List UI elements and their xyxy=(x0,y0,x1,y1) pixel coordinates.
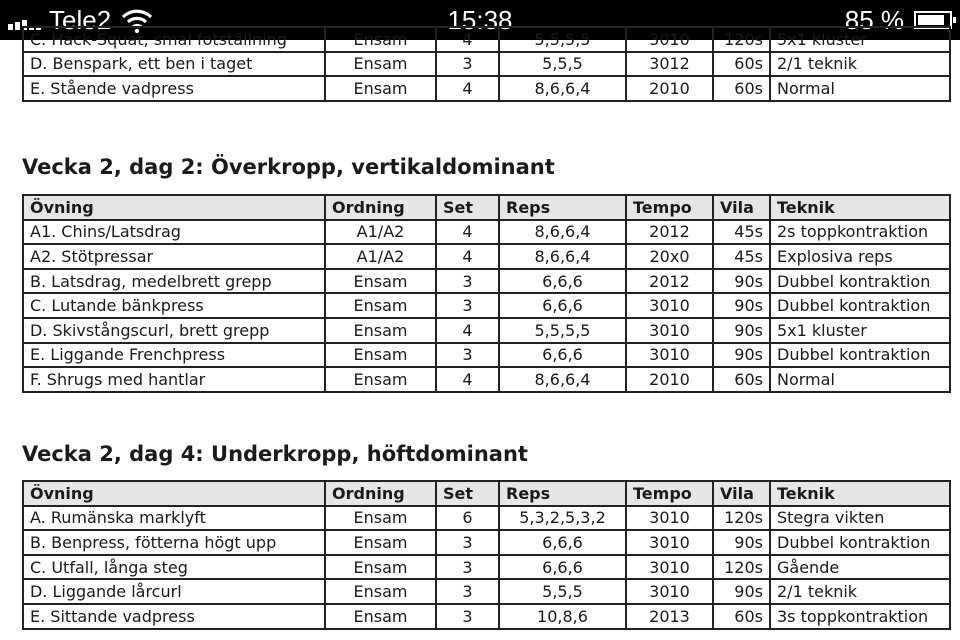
cell-reps: 5,5,5,5 xyxy=(499,27,626,52)
cell-teknik: 5x1 kluster xyxy=(770,318,950,343)
cell-teknik: 5x1 kluster xyxy=(770,27,950,52)
col-header-ordning: Ordning xyxy=(325,195,436,220)
cell-set: 3 xyxy=(436,343,499,368)
cell-ovning: B. Latsdrag, medelbrett grepp xyxy=(23,269,325,294)
section-title-week2-day4: Vecka 2, dag 4: Underkropp, höftdominant xyxy=(22,442,528,466)
cell-ordning: Ensam xyxy=(325,27,436,52)
cell-ovning: D. Benspark, ett ben i taget xyxy=(23,52,325,77)
col-header-tempo: Tempo xyxy=(626,481,713,506)
table-row xyxy=(23,579,950,604)
col-header-vila: Vila xyxy=(713,195,770,220)
cell-reps: 8,6,6,4 xyxy=(499,244,626,269)
cell-tempo: 2013 xyxy=(626,604,713,629)
cell-reps: 6,6,6 xyxy=(499,293,626,318)
cell-ordning: Ensam xyxy=(325,318,436,343)
battery-percentage: 85 % xyxy=(844,4,904,35)
cell-tempo: 3010 xyxy=(626,318,713,343)
cell-tempo: 2012 xyxy=(626,269,713,294)
col-header-ovning: Övning xyxy=(23,195,325,220)
table-header-row xyxy=(23,195,950,220)
cell-ovning: C. Lutande bänkpress xyxy=(23,293,325,318)
cell-vila: 90s xyxy=(713,269,770,294)
table-row xyxy=(23,506,950,531)
col-header-ovning: Övning xyxy=(23,481,325,506)
cell-teknik: Normal xyxy=(770,367,950,392)
cell-ovning: C. Hack-Squat, smal fotställning xyxy=(23,27,325,52)
cell-ordning: Ensam xyxy=(325,506,436,531)
cell-teknik: Dubbel kontraktion xyxy=(770,530,950,555)
cell-ordning: Ensam xyxy=(325,76,436,101)
section-title-week2-day2: Vecka 2, dag 2: Överkropp, vertikaldominant xyxy=(22,155,555,179)
cell-ordning: Ensam xyxy=(325,367,436,392)
cell-tempo: 20x0 xyxy=(626,244,713,269)
cell-teknik: Normal xyxy=(770,76,950,101)
table-row xyxy=(23,343,950,368)
cell-reps: 10,8,6 xyxy=(499,604,626,629)
cell-set: 4 xyxy=(436,367,499,392)
cell-ovning: A2. Stötpressar xyxy=(23,244,325,269)
cell-vila: 60s xyxy=(713,76,770,101)
cell-vila: 120s xyxy=(713,506,770,531)
table-row xyxy=(23,530,950,555)
cell-tempo: 3010 xyxy=(626,343,713,368)
cell-ordning: Ensam xyxy=(325,579,436,604)
cell-reps: 5,5,5,5 xyxy=(499,318,626,343)
cell-set: 6 xyxy=(436,506,499,531)
cell-tempo: 3010 xyxy=(626,530,713,555)
cell-set: 3 xyxy=(436,269,499,294)
cell-teknik: 2/1 teknik xyxy=(770,579,950,604)
table-row xyxy=(23,367,950,392)
cell-set: 3 xyxy=(436,579,499,604)
cell-ovning: B. Benpress, fötterna högt upp xyxy=(23,530,325,555)
cell-vila: 60s xyxy=(713,52,770,77)
cell-ovning: E. Stående vadpress xyxy=(23,76,325,101)
col-header-set: Set xyxy=(436,195,499,220)
cell-ovning: E. Liggande Frenchpress xyxy=(23,343,325,368)
table-row xyxy=(23,555,950,580)
cell-ovning: D. Liggande lårcurl xyxy=(23,579,325,604)
cell-tempo: 3010 xyxy=(626,293,713,318)
cell-vila: 45s xyxy=(713,244,770,269)
cell-ordning: Ensam xyxy=(325,343,436,368)
cell-vila: 90s xyxy=(713,318,770,343)
col-header-reps: Reps xyxy=(499,481,626,506)
cell-teknik: 2/1 teknik xyxy=(770,52,950,77)
cell-reps: 6,6,6 xyxy=(499,530,626,555)
exercise-table-week2-day2 xyxy=(22,194,951,393)
carrier-name: Tele2 xyxy=(49,4,112,35)
cell-ovning: C. Utfall, långa steg xyxy=(23,555,325,580)
cell-ovning: D. Skivstångscurl, brett grepp xyxy=(23,318,325,343)
col-header-reps: Reps xyxy=(499,195,626,220)
table-body xyxy=(23,220,950,392)
cell-vila: 45s xyxy=(713,220,770,245)
cell-ordning: Ensam xyxy=(325,293,436,318)
cell-set: 3 xyxy=(436,530,499,555)
cell-set: 3 xyxy=(436,604,499,629)
col-header-teknik: Teknik xyxy=(770,195,950,220)
cell-reps: 6,6,6 xyxy=(499,343,626,368)
cell-reps: 8,6,6,4 xyxy=(499,76,626,101)
cell-vila: 90s xyxy=(713,343,770,368)
cell-teknik: Dubbel kontraktion xyxy=(770,269,950,294)
cell-reps: 6,6,6 xyxy=(499,555,626,580)
cell-ordning: Ensam xyxy=(325,269,436,294)
cell-vila: 60s xyxy=(713,604,770,629)
table-row xyxy=(23,244,950,269)
cell-reps: 5,3,2,5,3,2 xyxy=(499,506,626,531)
cell-vila: 90s xyxy=(713,530,770,555)
cell-vila: 120s xyxy=(713,555,770,580)
cell-set: 3 xyxy=(436,555,499,580)
table-body xyxy=(23,27,950,101)
clock: 15:38 xyxy=(447,5,513,35)
cell-teknik: Dubbel kontraktion xyxy=(770,343,950,368)
table-body xyxy=(23,506,950,629)
cell-ordning: Ensam xyxy=(325,555,436,580)
cell-teknik: Dubbel kontraktion xyxy=(770,293,950,318)
cell-ordning: Ensam xyxy=(325,52,436,77)
table-row xyxy=(23,269,950,294)
cell-teknik: 2s toppkontraktion xyxy=(770,220,950,245)
col-header-ordning: Ordning xyxy=(325,481,436,506)
cell-tempo: 3010 xyxy=(626,27,713,52)
cell-tempo: 3012 xyxy=(626,52,713,77)
cell-tempo: 3010 xyxy=(626,506,713,531)
cell-teknik: Stegra vikten xyxy=(770,506,950,531)
cell-teknik: 3s toppkontraktion xyxy=(770,604,950,629)
table-row xyxy=(23,293,950,318)
table-row xyxy=(23,52,950,77)
cell-tempo: 3010 xyxy=(626,555,713,580)
cell-reps: 5,5,5 xyxy=(499,579,626,604)
cell-tempo: 2010 xyxy=(626,76,713,101)
cell-set: 3 xyxy=(436,52,499,77)
cell-ordning: Ensam xyxy=(325,604,436,629)
cell-vila: 90s xyxy=(713,293,770,318)
cell-tempo: 2010 xyxy=(626,367,713,392)
cell-ordning: Ensam xyxy=(325,530,436,555)
col-header-vila: Vila xyxy=(713,481,770,506)
cell-vila: 60s xyxy=(713,367,770,392)
cell-set: 4 xyxy=(436,220,499,245)
exercise-table-week2-day1 xyxy=(22,26,951,102)
table-row xyxy=(23,604,950,629)
cell-ovning: A. Rumänska marklyft xyxy=(23,506,325,531)
cell-ovning: A1. Chins/Latsdrag xyxy=(23,220,325,245)
table-row xyxy=(23,76,950,101)
cell-reps: 6,6,6 xyxy=(499,269,626,294)
cell-reps: 8,6,6,4 xyxy=(499,220,626,245)
cell-teknik: Gående xyxy=(770,555,950,580)
cell-set: 4 xyxy=(436,76,499,101)
cell-ordning: A1/A2 xyxy=(325,244,436,269)
cell-ordning: A1/A2 xyxy=(325,220,436,245)
table-row xyxy=(23,318,950,343)
cell-ovning: E. Sittande vadpress xyxy=(23,604,325,629)
table-header-row xyxy=(23,481,950,506)
col-header-set: Set xyxy=(436,481,499,506)
cell-set: 4 xyxy=(436,244,499,269)
exercise-table-week2-day4 xyxy=(22,480,951,630)
table-row xyxy=(23,220,950,245)
cell-reps: 8,6,6,4 xyxy=(499,367,626,392)
col-header-teknik: Teknik xyxy=(770,481,950,506)
col-header-tempo: Tempo xyxy=(626,195,713,220)
cell-tempo: 3010 xyxy=(626,579,713,604)
cell-set: 3 xyxy=(436,293,499,318)
cell-vila: 90s xyxy=(713,579,770,604)
cell-set: 4 xyxy=(436,318,499,343)
cell-vila: 120s xyxy=(713,27,770,52)
cell-set: 4 xyxy=(436,27,499,52)
cell-reps: 5,5,5 xyxy=(499,52,626,77)
cell-tempo: 2012 xyxy=(626,220,713,245)
cell-ovning: F. Shrugs med hantlar xyxy=(23,367,325,392)
table-row xyxy=(23,27,950,52)
cell-teknik: Explosiva reps xyxy=(770,244,950,269)
document-content[interactable] xyxy=(0,29,960,640)
